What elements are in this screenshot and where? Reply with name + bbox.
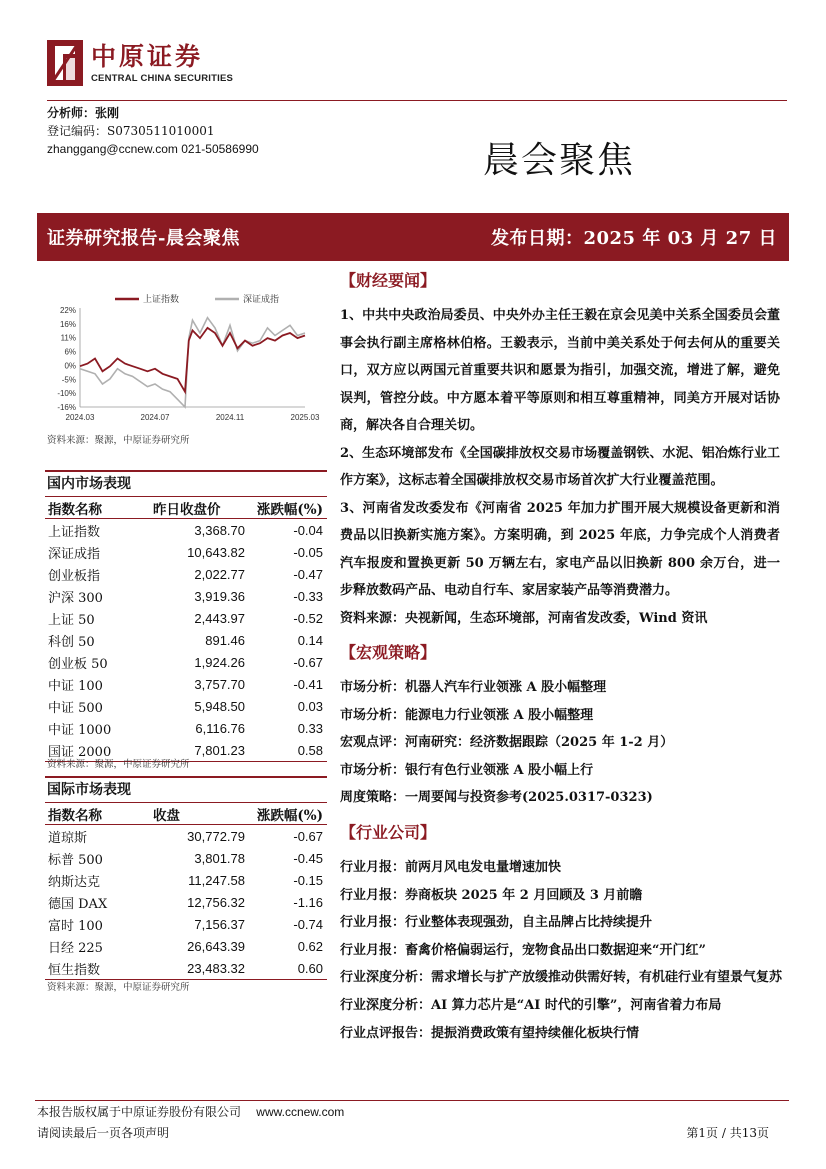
change-cell: 0.60 <box>297 960 323 976</box>
index-name-cell: 纳斯达克 <box>48 874 101 890</box>
change-cell: -0.15 <box>293 872 323 888</box>
legend-label: 上证指数 <box>143 295 180 305</box>
index-name-cell: 创业板指 <box>48 568 101 584</box>
news-title: 【财经要闻】 <box>340 271 437 290</box>
change-cell: 0.33 <box>297 720 323 736</box>
table-row <box>45 891 327 913</box>
x-tick-label: 2025.03 <box>290 413 320 422</box>
index-name-cell: 深证成指 <box>48 546 101 562</box>
analyst-info <box>47 104 259 158</box>
change-cell: -1.16 <box>293 894 323 910</box>
legend-label: 深证成指 <box>243 295 280 305</box>
header-rule <box>47 100 787 101</box>
index-name-cell: 上证指数 <box>48 524 101 540</box>
index-name-cell: 富时 100 <box>48 918 103 934</box>
series-line-shanghai <box>80 328 305 392</box>
domestic-market-table <box>45 470 327 762</box>
close-cell: 26,643.39 <box>187 938 245 954</box>
y-tick-label: -10% <box>57 389 76 399</box>
x-tick-label: 2024.07 <box>140 413 170 422</box>
y-tick-label: 11% <box>60 333 76 343</box>
table-row <box>45 673 327 695</box>
list-item[interactable]: 市场分析：能源电力行业领涨 A 股小幅整理 <box>340 707 594 723</box>
close-cell: 11,247.58 <box>188 872 245 888</box>
change-cell: -0.67 <box>293 828 323 844</box>
index-name-cell: 科创 50 <box>48 634 95 650</box>
header-name: 指数名称 <box>48 807 102 824</box>
change-cell: -0.33 <box>293 588 323 604</box>
list-item[interactable]: 行业月报：行业整体表现强劲，自主品牌占比持续提升 <box>340 915 653 931</box>
close-cell: 7,801.23 <box>194 742 245 758</box>
table-row <box>45 541 327 563</box>
x-tick-label: 2024.03 <box>65 413 95 422</box>
footer-rule <box>35 1100 789 1101</box>
change-cell: -0.05 <box>293 544 323 560</box>
list-item[interactable]: 市场分析：机器人汽车行业领涨 A 股小幅整理 <box>340 680 607 695</box>
domestic-table-title: 国内市场表现 <box>45 470 327 497</box>
table-row <box>45 607 327 629</box>
list-item[interactable]: 行业点评报告：提振消费政策有望持续催化板块行情 <box>340 1025 640 1041</box>
list-item[interactable]: 行业月报：前两月风电发电量增速加快 <box>340 860 562 875</box>
y-tick-label: 0% <box>64 361 76 371</box>
table-row <box>45 695 327 717</box>
footer-disclaimer: 请阅读最后一页各项声明 <box>37 1126 170 1140</box>
y-tick-label: -5% <box>61 375 76 385</box>
index-name-cell: 日经 225 <box>48 940 103 956</box>
industry-section <box>340 820 783 1047</box>
list-item[interactable]: 行业深度分析：需求增长与扩产放缓推动供需好转，有机硅行业有望景气复苏 <box>340 970 783 986</box>
company-logo <box>47 40 233 86</box>
logo-name-cn: 中原证券 <box>91 41 204 71</box>
change-cell: 0.58 <box>297 742 323 758</box>
index-name-cell: 中证 100 <box>48 678 103 694</box>
list-item[interactable]: 行业月报：畜禽价格偏弱运行，宠物食品出口数据迎来“开门红” <box>340 942 706 958</box>
y-tick-label: 6% <box>64 347 76 357</box>
table-row <box>45 869 327 891</box>
intl-table-header <box>45 803 327 825</box>
logo-name-en: CENTRAL CHINA SECURITIES <box>91 72 234 84</box>
news-section <box>340 268 780 632</box>
change-cell: -0.52 <box>293 610 323 626</box>
table-row <box>45 913 327 935</box>
x-tick-label: 2024.11 <box>215 413 245 422</box>
close-cell: 23,483.32 <box>187 960 245 976</box>
domestic-source: 资料来源：聚源，中原证券研究所 <box>47 759 190 770</box>
index-name-cell: 上证 50 <box>48 612 95 628</box>
footer-copyright: 本报告版权属于中原证券股份有限公司 www.ccnew.com <box>37 1105 345 1119</box>
index-name-cell: 恒生指数 <box>48 962 101 978</box>
index-name-cell: 标普 500 <box>48 852 103 868</box>
news-item-3: 3、河南省发改委发布《河南省 2025 年加力扩围开展大规模设备更新和消费品以旧换新实施方案》。方案明确，到 2025 年底，力争完成个人消费者汽车报废和置换更新 50 万辆左右，家电产品以旧换新 800 余万台，进一步释放数码产品、电动自行车、家居家装产品等消费潜力。 <box>340 500 780 598</box>
y-tick-label: 22% <box>59 306 76 315</box>
close-cell: 5,948.50 <box>194 698 245 714</box>
news-item-2: 2、生态环境部发布《全国碳排放权交易市场覆盖钢铁、水泥、铝冶炼行业工作方案》，这标志着全国碳排放权交易市场首次扩大行业覆盖范围。 <box>340 445 780 488</box>
list-item[interactable]: 宏观点评：河南研究：经济数据跟踪（2025 年 1-2 月） <box>340 735 674 751</box>
close-cell: 12,756.32 <box>187 894 245 910</box>
y-tick-label: 16% <box>59 319 76 329</box>
header-close: 昨日收盘价 <box>153 501 221 518</box>
close-cell: 7,156.37 <box>194 916 245 932</box>
table-row <box>45 935 327 957</box>
page-title: 晨会聚焦 <box>483 140 636 181</box>
intl-table-title: 国际市场表现 <box>45 776 327 803</box>
analyst-contact: zhanggang@ccnew.com 021-50586990 <box>47 142 259 156</box>
change-cell: -0.04 <box>293 522 323 538</box>
index-name-cell: 沪深 300 <box>48 590 103 606</box>
index-name-cell: 国证 2000 <box>48 744 112 760</box>
table-row <box>45 825 327 847</box>
list-item[interactable]: 市场分析：银行有色行业领涨 A 股小幅上行 <box>340 762 594 778</box>
change-cell: -0.67 <box>293 654 323 670</box>
close-cell: 2,022.77 <box>194 566 245 582</box>
close-cell: 3,801.78 <box>194 850 245 866</box>
index-name-cell: 道琼斯 <box>48 830 88 846</box>
change-cell: -0.74 <box>293 916 323 932</box>
table-row <box>45 957 327 979</box>
table-row <box>45 651 327 673</box>
change-cell: 0.03 <box>297 698 323 714</box>
close-cell: 3,757.70 <box>194 676 245 692</box>
index-name-cell: 中证 500 <box>48 700 103 716</box>
table-row <box>45 717 327 739</box>
header-change: 涨跌幅(%) <box>256 501 323 518</box>
y-tick-label: -16% <box>57 403 76 412</box>
analyst-reg: 登记编码：S0730511010001 <box>47 124 215 138</box>
change-cell: -0.47 <box>293 566 323 582</box>
header-name: 指数名称 <box>48 501 102 518</box>
close-cell: 2,443.97 <box>194 610 245 626</box>
change-cell: -0.41 <box>293 676 323 692</box>
report-banner <box>37 213 789 261</box>
logo-mark-icon <box>47 40 83 86</box>
domestic-table-header <box>45 497 327 519</box>
footer-url[interactable]: www.ccnew.com <box>256 1105 345 1119</box>
index-line-chart <box>45 290 325 425</box>
table-row <box>45 563 327 585</box>
header-close: 收盘 <box>153 807 180 824</box>
close-cell: 891.46 <box>205 632 245 648</box>
news-source: 资料来源：央视新闻，生态环境部，河南省发改委，Wind 资讯 <box>340 610 708 626</box>
change-cell: -0.45 <box>293 850 323 866</box>
macro-title: 【宏观策略】 <box>340 643 437 662</box>
macro-section <box>340 640 780 812</box>
close-cell: 3,368.70 <box>194 522 245 538</box>
index-chart <box>45 290 325 425</box>
table-row <box>45 585 327 607</box>
chart-source: 资料来源：聚源，中原证券研究所 <box>47 435 190 446</box>
index-name-cell: 中证 1000 <box>48 722 112 738</box>
close-cell: 10,643.82 <box>187 544 245 560</box>
news-item-1: 1、中共中央政治局委员、中央外办主任王毅在京会见美中关系全国委员会董事会执行副主席格林伯格。王毅表示，当前中美关系处于何去何从的重要关口，双方应以两国元首重要共识和愿景为指引，加强交流，增进了解，避免误判，管控分歧。中方愿本着平等原则和相互尊重精神，同美方开展对话协商，解决各自合理关切。 <box>340 308 780 433</box>
index-name-cell: 创业板 50 <box>48 656 108 672</box>
close-cell: 3,919.36 <box>194 588 245 604</box>
close-cell: 6,116.76 <box>195 720 245 736</box>
header-change: 涨跌幅(%) <box>256 807 323 824</box>
table-row <box>45 847 327 869</box>
international-market-table <box>45 776 327 980</box>
change-cell: 0.14 <box>297 632 323 648</box>
footer-page-number: 第1页 / 共13页 <box>686 1126 769 1140</box>
list-item[interactable]: 行业月报：券商板块 2025 年 2 月回顾及 3 月前瞻 <box>340 887 643 903</box>
banner-report-type: 证券研究报告-晨会聚焦 <box>47 228 240 249</box>
list-item[interactable]: 行业深度分析：AI 算力芯片是“AI 时代的引擎”，河南省着力布局 <box>340 997 722 1013</box>
close-cell: 30,772.79 <box>187 828 245 844</box>
banner-date: 发布日期：2025 年 03 月 27 日 <box>490 228 777 249</box>
table-row <box>45 519 327 541</box>
table-row <box>45 629 327 651</box>
analyst-name: 分析师：张刚 <box>47 106 120 120</box>
intl-source: 资料来源：聚源，中原证券研究所 <box>47 982 190 993</box>
industry-title: 【行业公司】 <box>340 823 437 842</box>
change-cell: 0.62 <box>297 938 323 954</box>
close-cell: 1,924.26 <box>194 654 245 670</box>
list-item[interactable]: 周度策略：一周要闻与投资参考(2025.0317-0323) <box>340 790 653 806</box>
index-name-cell: 德国 DAX <box>48 896 108 912</box>
